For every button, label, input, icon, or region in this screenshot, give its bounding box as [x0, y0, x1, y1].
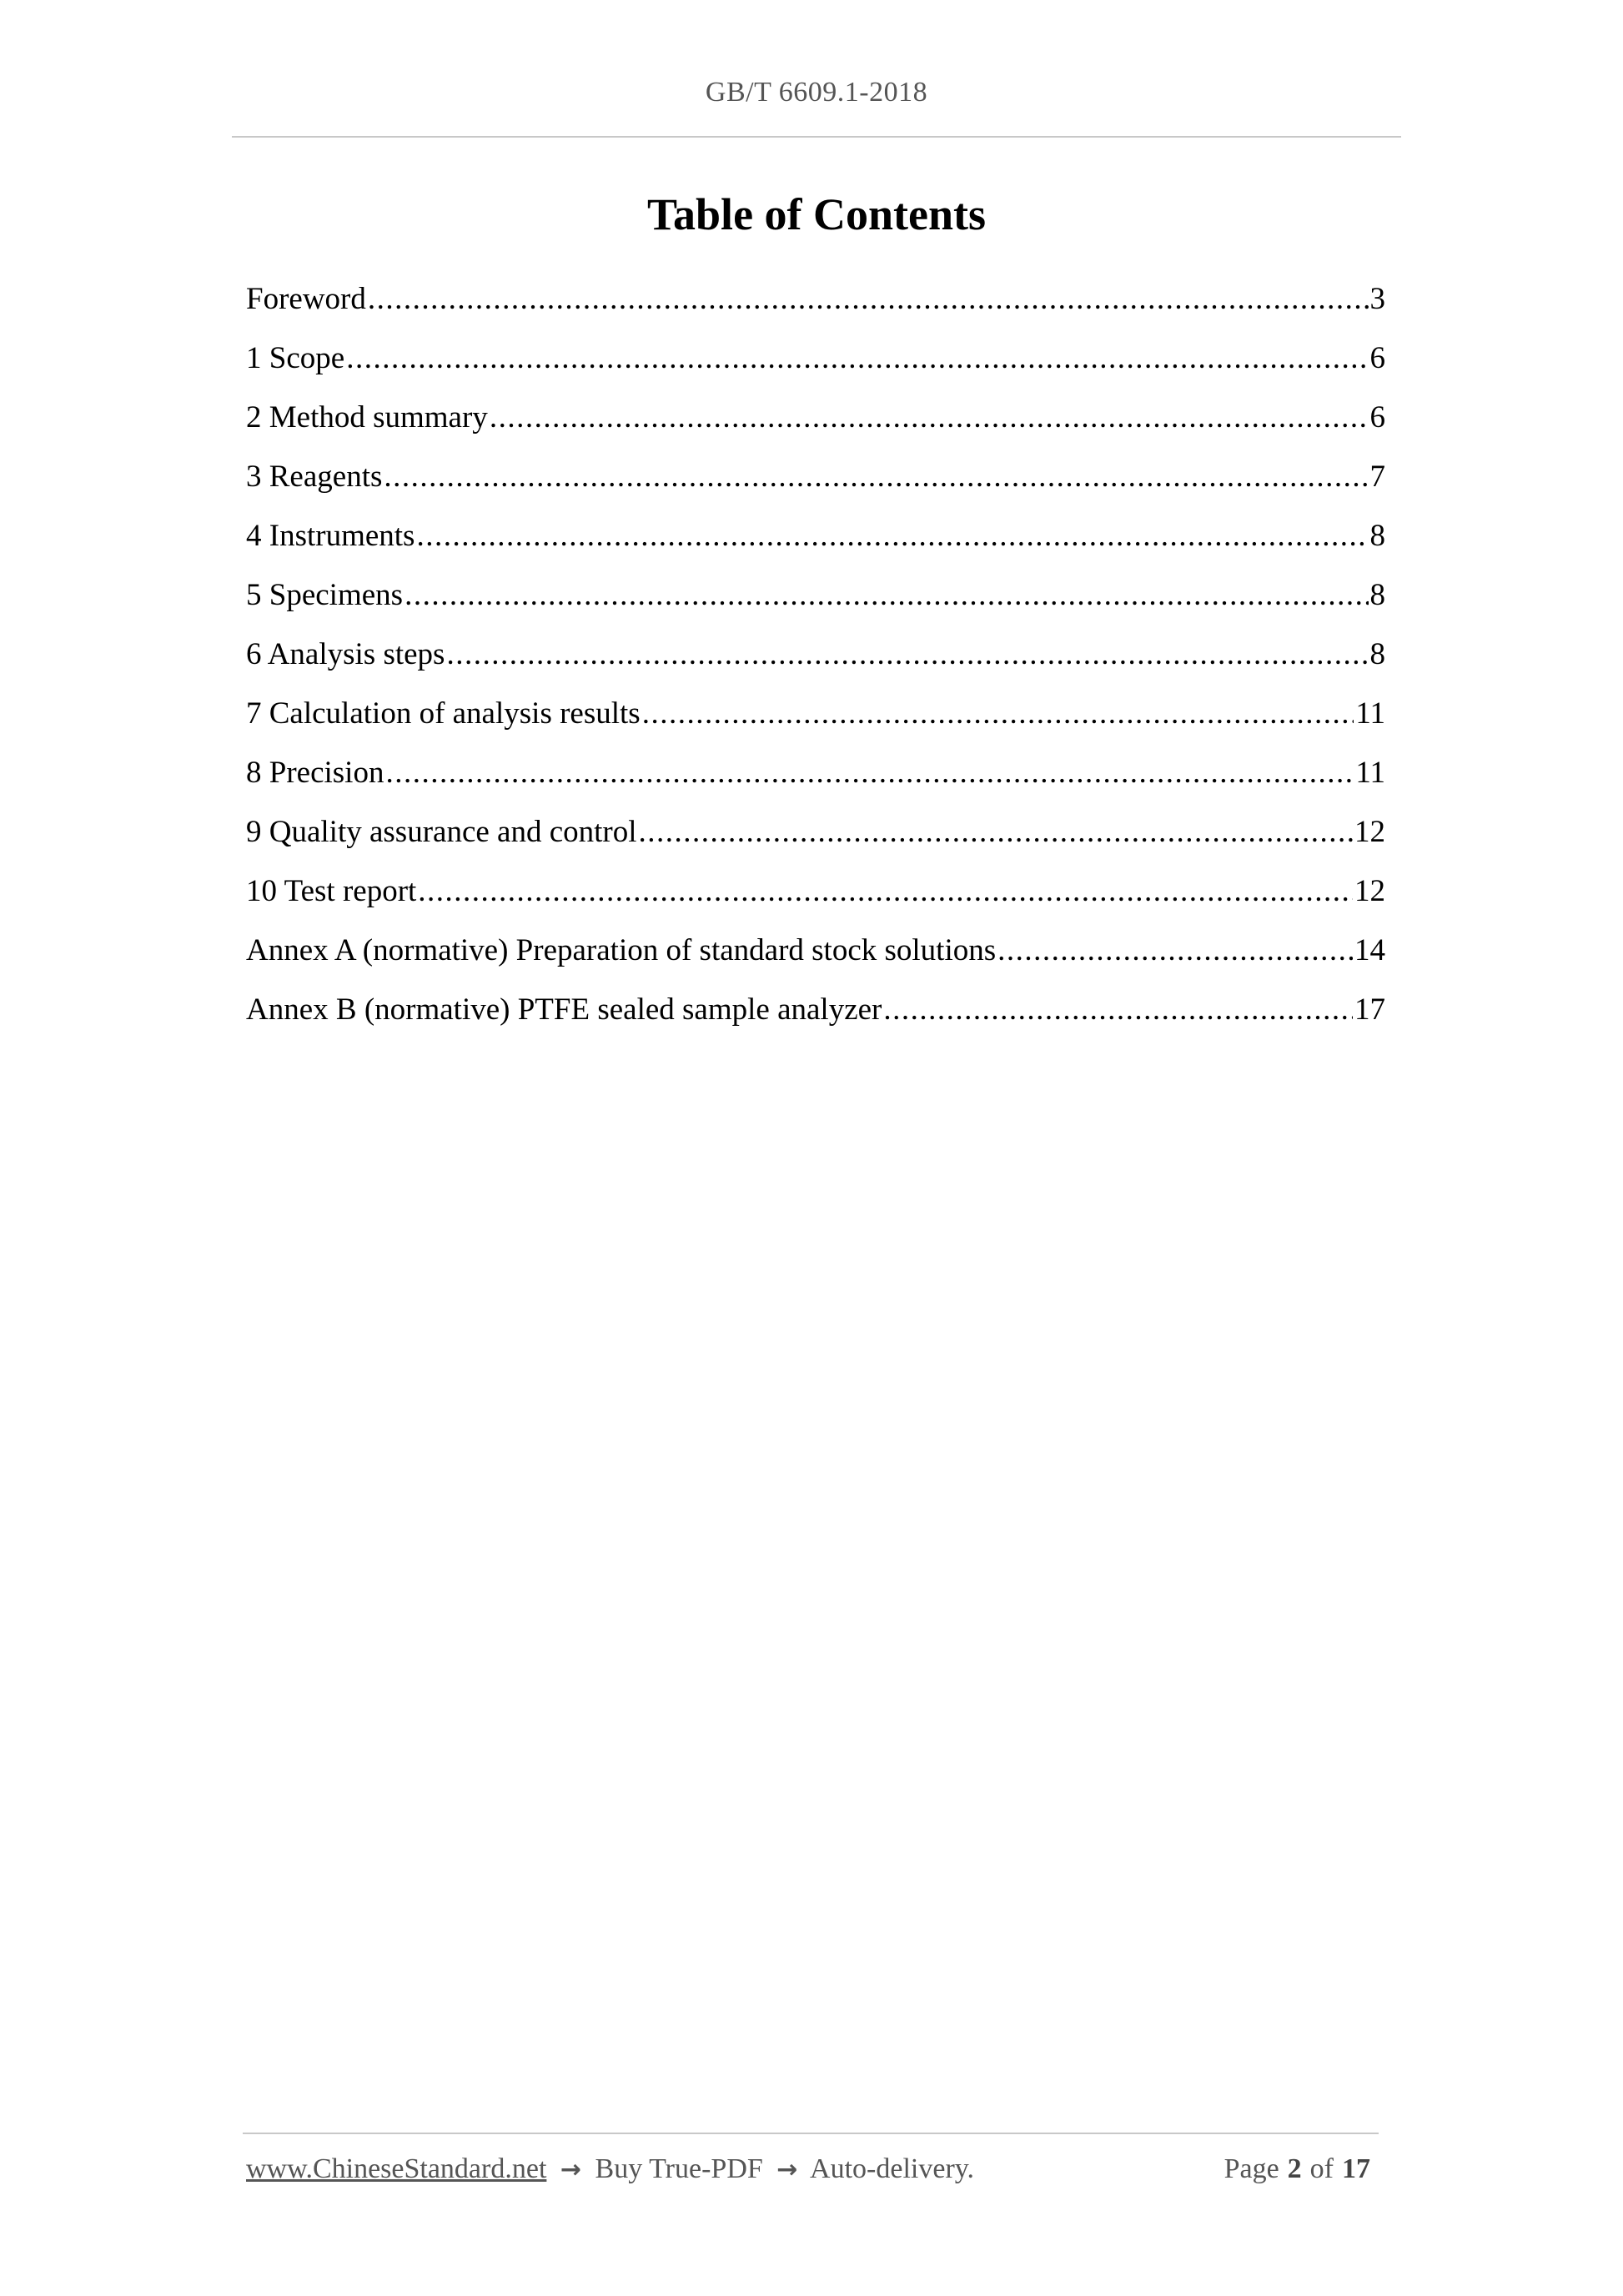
toc-entry-page: 3	[1369, 282, 1385, 316]
toc-entry-label: 9 Quality assurance and control	[246, 815, 637, 849]
toc-entry-precision[interactable]	[246, 749, 1385, 808]
header-divider	[232, 136, 1401, 138]
dot-leader	[416, 512, 1368, 560]
toc-entry-annex-b[interactable]	[246, 986, 1385, 1045]
buy-text: Buy True-PDF	[595, 2153, 763, 2184]
toc-entry-reagents[interactable]	[246, 453, 1385, 512]
toc-entry-label: 6 Analysis steps	[246, 637, 445, 671]
toc-list	[246, 275, 1385, 1045]
delivery-text: Auto-delivery.	[810, 2153, 975, 2184]
toc-entry-label: 4 Instruments	[246, 519, 415, 553]
toc-entry-label: 10 Test report	[246, 874, 417, 908]
dot-leader	[346, 334, 1368, 383]
toc-entry-page: 6	[1369, 400, 1385, 435]
toc-entry-scope[interactable]	[246, 334, 1385, 394]
right-arrow-icon: →	[776, 2155, 798, 2184]
footer-promo	[246, 2153, 974, 2185]
toc-entry-page: 8	[1369, 637, 1385, 671]
toc-entry-instruments[interactable]	[246, 512, 1385, 571]
toc-entry-page: 11	[1355, 756, 1385, 790]
toc-entry-label: Annex A (normative) Preparation of standard stock solutions	[246, 933, 997, 967]
dot-leader	[446, 631, 1368, 679]
dot-leader	[639, 808, 1353, 857]
toc-entry-page: 7	[1369, 460, 1385, 494]
dot-leader	[883, 986, 1353, 1034]
toc-entry-label: 2 Method summary	[246, 400, 488, 435]
toc-entry-label: 5 Specimens	[246, 578, 404, 612]
toc-entry-foreword[interactable]	[246, 275, 1385, 334]
toc-entry-page: 6	[1369, 341, 1385, 375]
dot-leader	[385, 749, 1354, 797]
dot-leader	[997, 927, 1353, 975]
toc-entry-annex-a[interactable]	[246, 927, 1385, 986]
toc-entry-page: 14	[1354, 933, 1385, 967]
right-arrow-icon: →	[560, 2155, 582, 2184]
running-header: GB/T 6609.1-2018	[705, 77, 928, 108]
total-pages-number: 17	[1342, 2153, 1370, 2184]
toc-entry-page: 8	[1369, 519, 1385, 553]
dot-leader	[368, 275, 1369, 324]
page-label: Page	[1224, 2153, 1279, 2184]
toc-entry-page: 12	[1354, 815, 1385, 849]
toc-entry-label: 3 Reagents	[246, 460, 383, 494]
toc-entry-label: 8 Precision	[246, 756, 384, 790]
toc-entry-page: 11	[1355, 696, 1385, 731]
toc-entry-method-summary[interactable]	[246, 394, 1385, 453]
toc-entry-label: Annex B (normative) PTFE sealed sample analyzer	[246, 992, 882, 1027]
page-counter	[1224, 2153, 1379, 2185]
page-footer	[246, 2153, 1379, 2185]
dot-leader	[490, 394, 1369, 442]
dot-leader	[642, 690, 1354, 738]
toc-entry-page: 8	[1369, 578, 1385, 612]
toc-entry-specimens[interactable]	[246, 571, 1385, 631]
toc-entry-label: 7 Calculation of analysis results	[246, 696, 641, 731]
toc-entry-test-report[interactable]	[246, 867, 1385, 927]
dot-leader	[418, 867, 1353, 916]
toc-entry-page: 17	[1354, 992, 1385, 1027]
toc-entry-label: Foreword	[246, 282, 366, 316]
current-page-number: 2	[1287, 2153, 1302, 2184]
dot-leader	[384, 453, 1368, 501]
toc-entry-page: 12	[1354, 874, 1385, 908]
toc-entry-quality-assurance[interactable]	[246, 808, 1385, 867]
toc-entry-calculation[interactable]	[246, 690, 1385, 749]
website-link[interactable]: www.ChineseStandard.net	[246, 2153, 547, 2184]
footer-divider	[243, 2133, 1379, 2134]
of-label: of	[1309, 2153, 1334, 2184]
toc-entry-analysis-steps[interactable]	[246, 631, 1385, 690]
toc-title: Table of Contents	[646, 189, 987, 239]
toc-entry-label: 1 Scope	[246, 341, 345, 375]
dot-leader	[404, 571, 1368, 620]
